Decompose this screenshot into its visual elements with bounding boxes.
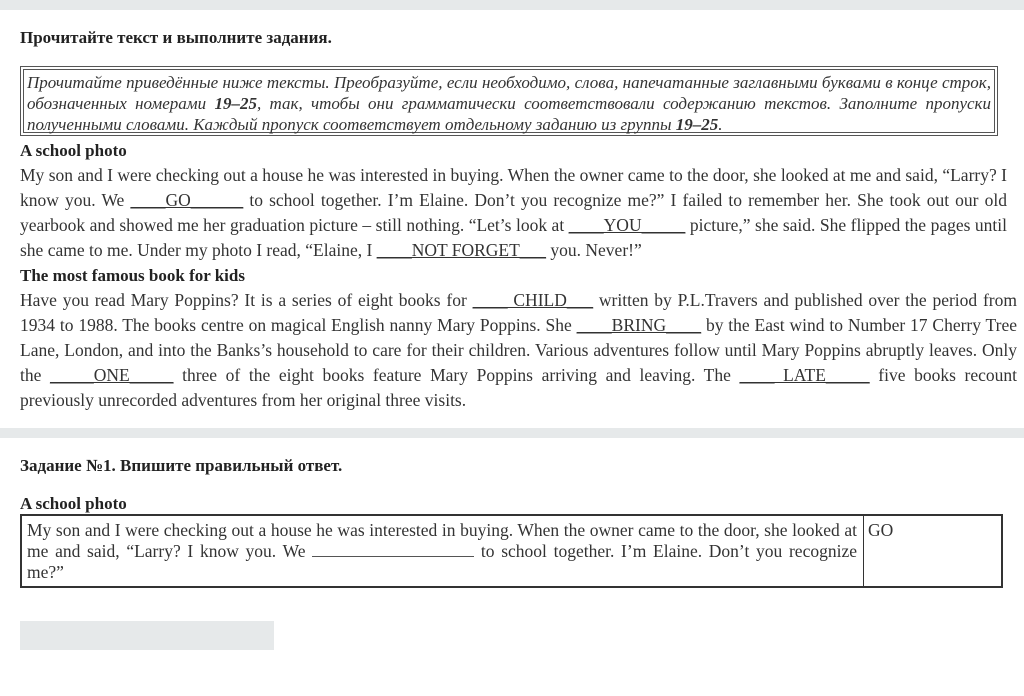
top-divider [0, 0, 1024, 10]
text2-title: The most famous book for kids [20, 266, 245, 285]
gap-child: ____ CHILD___ [472, 290, 594, 310]
answer-input-area[interactable] [20, 621, 274, 650]
gap-go: ____GO______ [130, 190, 244, 210]
gap-bring: ____BRING____ [576, 315, 702, 335]
instructions-box [20, 66, 998, 136]
gap-you: ____YOU_____ [568, 215, 686, 235]
gap-one: _____ONE_____ [50, 365, 174, 385]
text2-paragraph: Have you read Mary Poppins? It is a series of eight books for ____ CHILD___ written by P.L.Travers and published over the period from 1934 to 1988. The books centre on magical English nanny Mary Poppins. She ____BRING____ by the East wind to Number 17 Cherry Tree Lane, London, and into the Banks’s household to care for their children. Various adventures follow until Mary Poppins abruptly leaves. Only the _____ONE_____ three of the eight books feature Mary Poppins arriving and leaving. The ____ LATE_____ five books recount previously unrecorded adventures from her original three visits. [20, 290, 1017, 410]
gap-not-forget: ____NOT FORGET___ [376, 240, 547, 260]
text1-title: A school photo [20, 141, 127, 160]
instructions-text: Прочитайте приведённые ниже тексты. Преобразуйте, если необходимо, слова, напечатанные заглавными буквами в конце строк, обозначенных номерами 19–25, так, чтобы они грамматически соответствовали содержанию текстов. Заполните пропуски полученными словами. Каждый пропуск соответствует отдельному заданию из группы 19–25. [23, 69, 995, 133]
answer-word-cell: GO [868, 520, 894, 540]
text1-paragraph: My son and I were checking out a house he was interested in buying. When the owner came to the door, she looked at me and said, “Larry? I know you. We ____GO______ to school together. I’m Elaine. Don’t you recognize me?” I failed to remember her. She took out our old yearbook and showed me her graduation picture – still nothing. “Let’s look at ____YOU_____ picture,” she said. She flipped the pages until she came to me. Under my photo I read, “Elaine, I ____NOT FORGET___ you. Never!” [20, 165, 1007, 260]
range-label: 19–25 [675, 115, 719, 134]
range-label: 19–25 [214, 94, 257, 113]
task-table [20, 514, 1003, 588]
gap-late: ____ LATE_____ [739, 365, 870, 385]
answer-blank [312, 542, 474, 557]
task-section-title: A school photo [20, 494, 127, 513]
section-divider [0, 428, 1024, 438]
page-heading: Прочитайте текст и выполните задания. [20, 28, 332, 47]
task-text-cell: My son and I were checking out a house he was interested in buying. When the owner came to the door, she looked at me and said, “Larry? I know you. We to school together. I’m Elaine. Don’t you recognize me?” [22, 516, 864, 586]
task-heading: Задание №1. Впишите правильный ответ. [20, 456, 343, 475]
